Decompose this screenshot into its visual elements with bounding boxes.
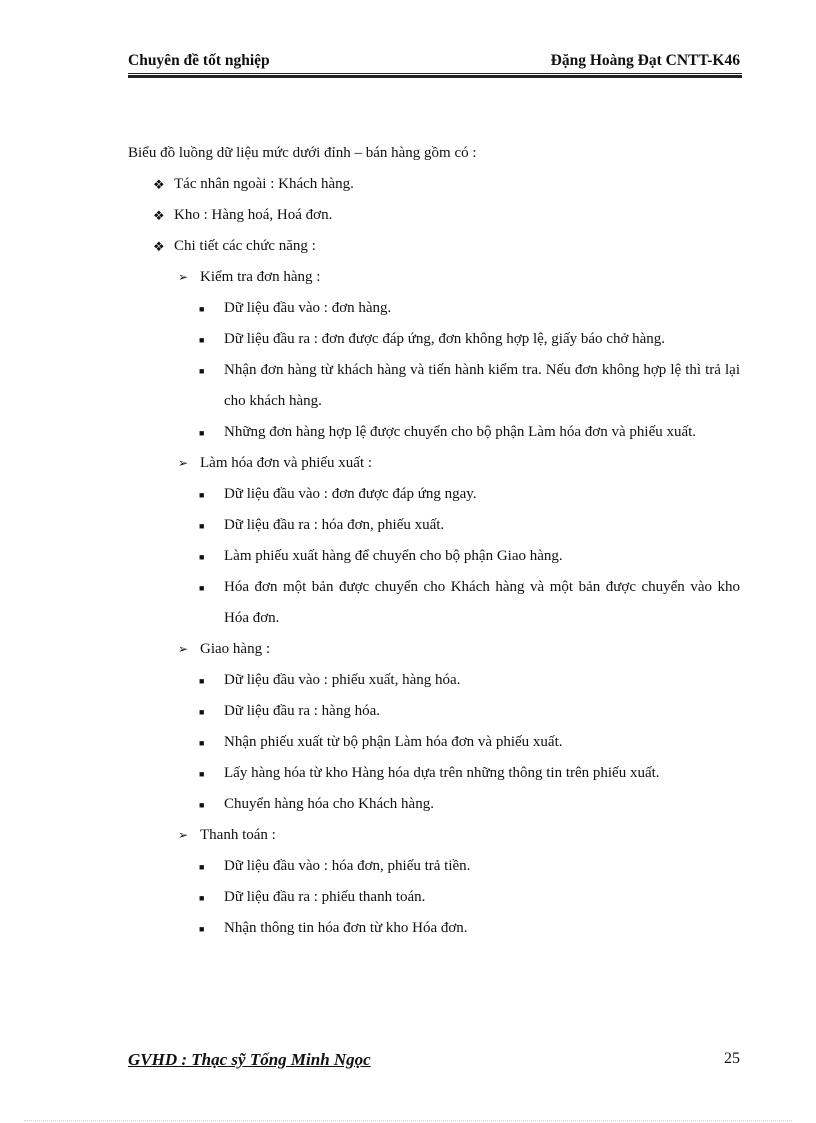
- page-header: [128, 52, 740, 72]
- footer-supervisor: GVHD : Thạc sỹ Tống Minh Ngọc: [128, 1050, 371, 1069]
- arrow-bullet-icon: ➢: [178, 828, 189, 842]
- function-heading: [128, 262, 740, 293]
- list-item: [128, 324, 740, 355]
- function-heading: [128, 634, 740, 665]
- list-item-text: Dữ liệu đầu ra : phiếu thanh toán.: [224, 889, 426, 905]
- square-bullet-icon: ■: [199, 366, 205, 376]
- square-bullet-icon: ■: [199, 924, 205, 934]
- list-item-text: Dữ liệu đầu ra : hàng hóa.: [224, 703, 380, 719]
- square-bullet-icon: ■: [199, 552, 205, 562]
- diamond-bullet-icon: ❖: [153, 208, 165, 223]
- square-bullet-icon: ■: [199, 862, 205, 872]
- list-item-text: Tác nhân ngoài : Khách hàng.: [174, 176, 354, 192]
- list-item-text: Kho : Hàng hoá, Hoá đơn.: [174, 207, 333, 223]
- arrow-bullet-icon: ➢: [178, 642, 189, 656]
- function-heading: [128, 820, 740, 851]
- function-heading: [128, 448, 740, 479]
- square-bullet-icon: ■: [199, 893, 205, 903]
- list-item-text: Hóa đơn một bản được chuyển cho Khách hàng và một bản được chuyển vào kho Hóa đơn.: [224, 579, 740, 626]
- list-item-text: Lấy hàng hóa từ kho Hàng hóa dựa trên những thông tin trên phiếu xuất.: [224, 765, 660, 781]
- list-item: [128, 541, 740, 572]
- function-title: Làm hóa đơn và phiếu xuất :: [200, 455, 373, 471]
- page-number: 25: [724, 1050, 740, 1067]
- square-bullet-icon: ■: [199, 335, 205, 345]
- function-title: Giao hàng :: [200, 641, 270, 657]
- list-item-text: Chuyển hàng hóa cho Khách hàng.: [224, 796, 434, 812]
- header-document-title: Chuyên đề tốt nghiệp: [128, 52, 270, 69]
- square-bullet-icon: ■: [199, 490, 205, 500]
- header-rule-thin: [128, 73, 742, 74]
- list-item-text: Dữ liệu đầu ra : hóa đơn, phiếu xuất.: [224, 517, 445, 533]
- function-title: Thanh toán :: [200, 827, 276, 843]
- list-item: [128, 417, 740, 448]
- square-bullet-icon: ■: [199, 800, 205, 810]
- diamond-bullet-icon: ❖: [153, 177, 165, 192]
- list-item: [128, 851, 740, 882]
- list-item-text: Nhận đơn hàng từ khách hàng và tiến hành kiểm tra. Nếu đơn không hợp lệ thì trả lại cho khách hàng.: [224, 362, 740, 409]
- arrow-bullet-icon: ➢: [178, 456, 189, 470]
- list-item-text: Dữ liệu đầu vào : hóa đơn, phiếu trả tiền.: [224, 858, 471, 874]
- header-rule-thick: [128, 75, 742, 78]
- list-item-text: Những đơn hàng hợp lệ được chuyển cho bộ phận Làm hóa đơn và phiếu xuất.: [224, 424, 697, 440]
- list-item: [128, 293, 740, 324]
- page-bottom-divider: [24, 1120, 792, 1121]
- list-item: [128, 913, 740, 944]
- list-item-text: Dữ liệu đầu ra : đơn được đáp ứng, đơn không hợp lệ, giấy báo chở hàng.: [224, 331, 666, 347]
- list-item-text: Nhận phiếu xuất từ bộ phận Làm hóa đơn và phiếu xuất.: [224, 734, 563, 750]
- square-bullet-icon: ■: [199, 707, 205, 717]
- list-item: [128, 479, 740, 510]
- list-item-text: Dữ liệu đầu vào : phiếu xuất, hàng hóa.: [224, 672, 461, 688]
- list-item-text: Làm phiếu xuất hàng để chuyển cho bộ phận Giao hàng.: [224, 548, 563, 564]
- list-item: [128, 758, 740, 789]
- list-item: [128, 510, 740, 541]
- list-item: [128, 882, 740, 913]
- document-body: [128, 138, 740, 944]
- arrow-bullet-icon: ➢: [178, 270, 189, 284]
- function-title: Kiểm tra đơn hàng :: [200, 269, 321, 285]
- list-item: [128, 665, 740, 696]
- square-bullet-icon: ■: [199, 428, 205, 438]
- square-bullet-icon: ■: [199, 676, 205, 686]
- list-item: [128, 572, 740, 634]
- list-item: [128, 789, 740, 820]
- diamond-bullet-icon: ❖: [153, 239, 165, 254]
- intro-paragraph: Biểu đồ luồng dữ liệu mức dưới đỉnh – bán hàng gồm có :: [128, 145, 477, 161]
- list-item: [128, 231, 740, 262]
- square-bullet-icon: ■: [199, 521, 205, 531]
- square-bullet-icon: ■: [199, 769, 205, 779]
- square-bullet-icon: ■: [199, 738, 205, 748]
- list-item: [128, 355, 740, 417]
- list-item-text: Nhận thông tin hóa đơn từ kho Hóa đơn.: [224, 920, 468, 936]
- list-item: [128, 696, 740, 727]
- list-item-text: Dữ liệu đầu vào : đơn hàng.: [224, 300, 392, 316]
- list-item-text: Dữ liệu đầu vào : đơn được đáp ứng ngay.: [224, 486, 477, 502]
- list-item: [128, 169, 740, 200]
- list-item: [128, 727, 740, 758]
- square-bullet-icon: ■: [199, 304, 205, 314]
- list-item-text: Chi tiết các chức năng :: [174, 238, 316, 254]
- list-item: [128, 200, 740, 231]
- header-author: Đặng Hoàng Đạt CNTT-K46: [550, 52, 740, 69]
- square-bullet-icon: ■: [199, 583, 205, 593]
